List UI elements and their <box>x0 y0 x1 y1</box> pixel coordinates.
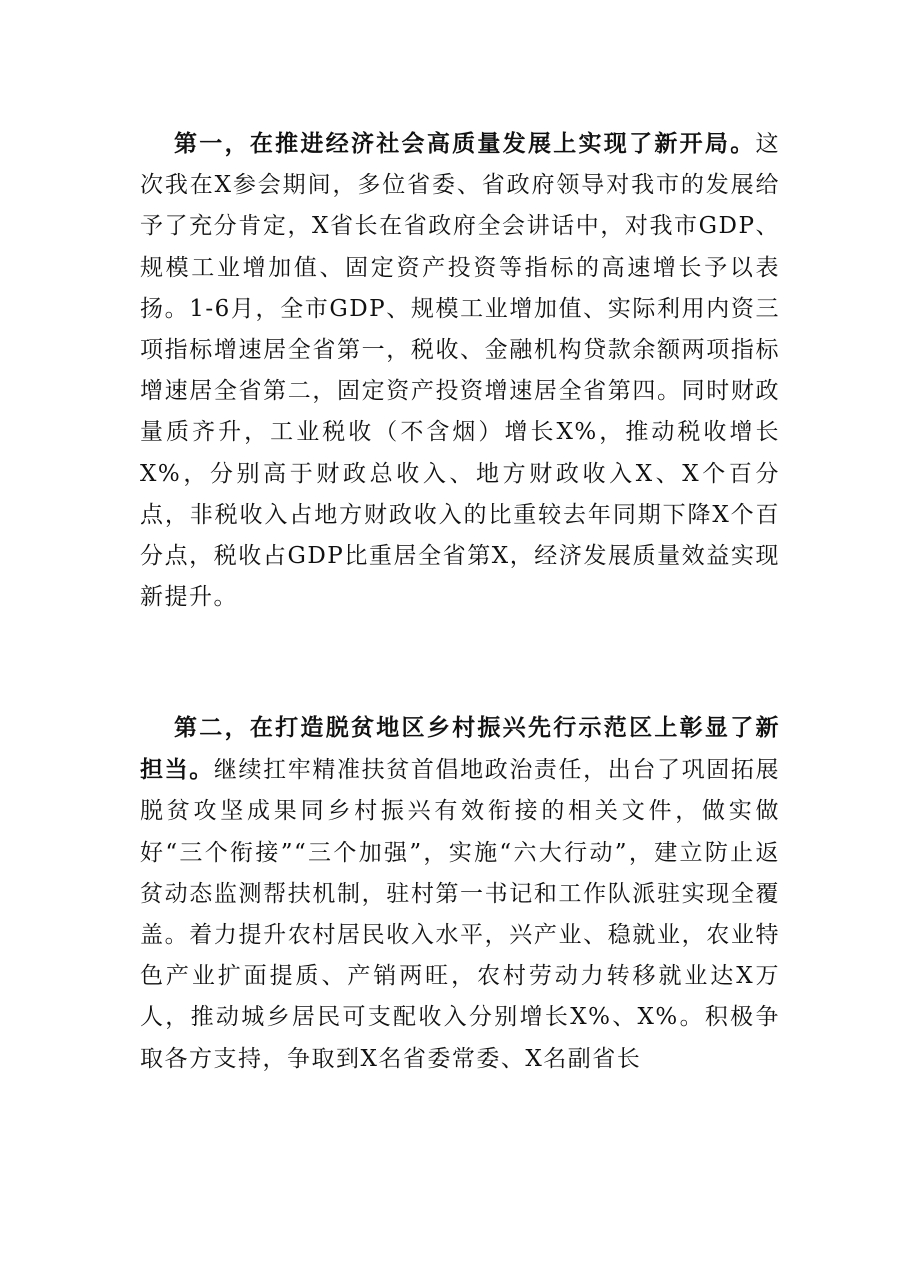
paragraph-body-second: 继续扛牢精准扶贫首倡地政治责任，出台了巩固拓展脱贫攻坚成果同乡村振兴有效衔接的相关文件，做实做好“三个衔接”“三个加强”，实施“六大行动”，建立防止返贫动态监测帮扶机制，驻村第一书记和工作队派驻实现全覆盖。着力提升农村居民收入水平，兴产业、稳就业，农业特色产业扩面提质、产销两旺，农村劳动力转移就业达X万人，推动城乡居民可支配收入分别增长X%、X%。积极争取各方支持，争取到X名省委常委、X名副省长 <box>140 757 781 1072</box>
paragraph-second <box>140 707 780 1080</box>
paragraph-first <box>140 123 780 618</box>
paragraph-body-first: 这次我在X参会期间，多位省委、省政府领导对我市的发展给予了充分肯定，X省长在省政府全会讲话中，对我市GDP、规模工业增加值、固定资产投资等指标的高速增长予以表扬。1-6月，全市GDP、规模工业增加值、实际利用内资三项指标增速居全省第一，税收、金融机构贷款余额两项指标增速居全省第二，固定资产投资增速居全省第四。同时财政量质齐升，工业税收（不含烟）增长X%，推动税收增长X%，分别高于财政总收入、地方财政收入X、X个百分点，非税收入占地方财政收入的比重较去年同期下降X个百分点，税收占GDP比重居全省第X，经济发展质量效益实现新提升。 <box>140 131 780 611</box>
paragraph-lead-first: 第一，在推进经济社会高质量发展上实现了新开局。 <box>174 130 756 157</box>
paragraph-lead-second: 第二，在打造脱贫地区乡村振兴先行示范区上彰显了新担当。 <box>140 714 780 784</box>
